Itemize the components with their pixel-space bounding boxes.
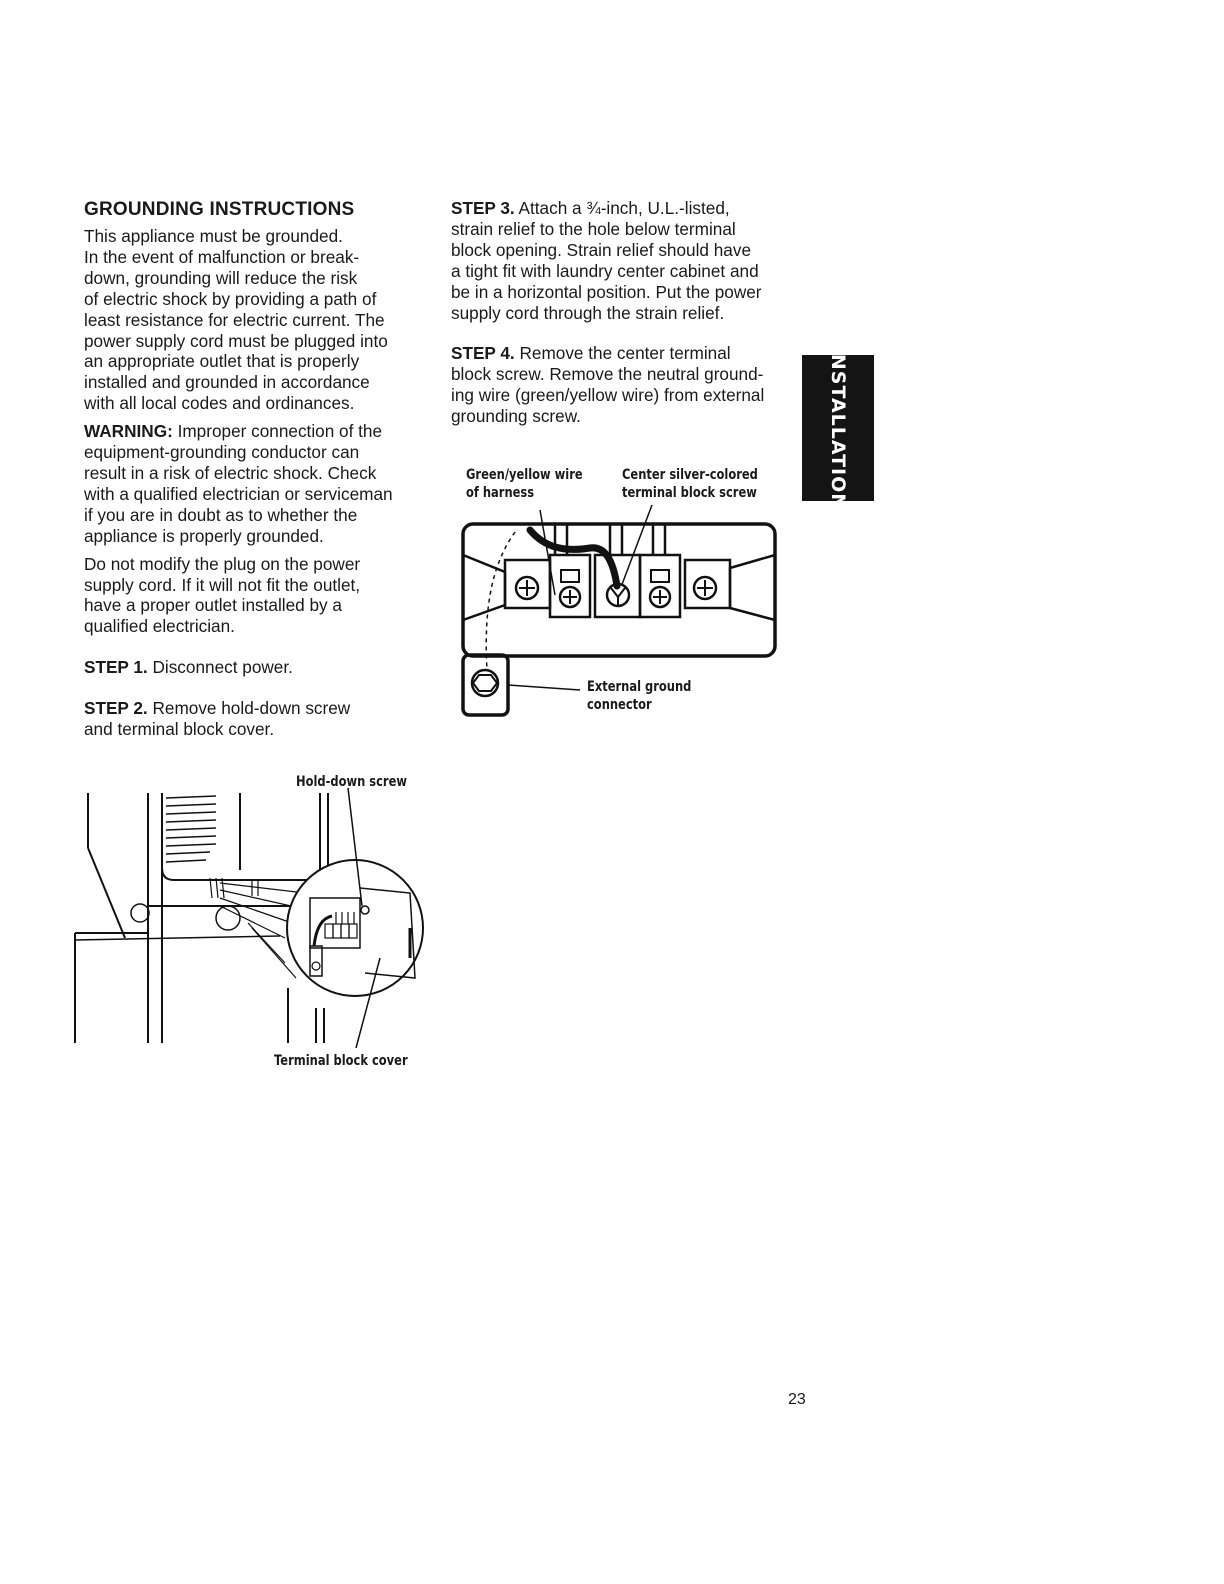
intro-line: power supply cord must be plugged into xyxy=(84,330,388,351)
warning-line: if you are in doubt as to whether the xyxy=(84,504,358,525)
intro-line: installed and grounded in accordance xyxy=(84,372,370,393)
warning-line: equipment-grounding conductor can xyxy=(84,442,360,463)
left-column xyxy=(84,198,434,747)
step-4-line: block screw. Remove the neutral ground- xyxy=(451,364,764,385)
intro-line: an appropriate outlet that is properly xyxy=(84,351,360,372)
warning-line: Improper connection of the xyxy=(172,421,383,442)
step-3-line: supply cord through the strain relief. xyxy=(451,302,725,323)
intro-line: least resistance for electric current. The xyxy=(84,309,385,330)
plug-line: Do not modify the plug on the power xyxy=(84,553,361,574)
step-3-label: STEP 3. xyxy=(451,198,515,218)
step-2-line: Remove hold-down screw xyxy=(147,698,351,719)
plug-line: supply cord. If it will not fit the outlet, xyxy=(84,574,361,595)
step-1-text: Disconnect power. xyxy=(147,657,293,678)
step-3-line: Attach a ¾-inch, U.L.-listed, xyxy=(514,198,730,218)
section-tab-label: INSTALLATION xyxy=(827,345,849,511)
warning-line: result in a risk of electric shock. Check xyxy=(84,462,377,483)
step-3-line: be in a horizontal position. Put the power xyxy=(451,281,762,302)
intro-line: of electric shock by providing a path of xyxy=(84,288,377,309)
step-4-label: STEP 4. xyxy=(451,343,515,364)
intro-line: down, grounding will reduce the risk xyxy=(84,267,358,288)
step-3-line: a tight fit with laundry center cabinet and xyxy=(451,260,759,281)
label-green-wire: Green/yellow wire of harness xyxy=(466,467,583,501)
warning-label: WARNING: xyxy=(84,421,173,442)
intro-line: This appliance must be grounded. xyxy=(84,226,343,246)
step-1-label: STEP 1. xyxy=(84,657,148,678)
intro-line: In the event of malfunction or break- xyxy=(84,246,360,267)
step-1 xyxy=(84,657,434,678)
label-hold-down-screw: Hold-down screw xyxy=(296,774,407,790)
step-2-label: STEP 2. xyxy=(84,698,148,719)
warning-line: with a qualified electrician or serviceman xyxy=(84,483,393,504)
warning-paragraph xyxy=(84,421,434,546)
step-4-line: grounding screw. xyxy=(451,406,581,427)
cabinet-diagram xyxy=(70,788,440,1048)
step-3-line: block opening. Strain relief should have xyxy=(451,239,752,260)
step-4-line: Remove the center terminal xyxy=(514,343,731,364)
label-center-screw: Center silver-colored terminal block screw xyxy=(622,467,758,501)
plug-paragraph xyxy=(84,554,434,638)
step-3 xyxy=(451,198,801,323)
step-4 xyxy=(451,343,801,427)
step-2-line: and terminal block cover. xyxy=(84,719,275,740)
step-2 xyxy=(84,698,434,740)
warning-line: appliance is properly grounded. xyxy=(84,525,324,546)
step-3-line: strain relief to the hole below terminal xyxy=(451,218,736,239)
page-number: 23 xyxy=(788,1391,806,1408)
terminal-block-diagram xyxy=(455,500,785,720)
plug-line: qualified electrician. xyxy=(84,616,235,637)
right-column xyxy=(451,198,801,434)
label-external-ground: External ground connector xyxy=(587,679,692,713)
section-heading: GROUNDING INSTRUCTIONS xyxy=(84,199,355,220)
intro-line: with all local codes and ordinances. xyxy=(84,393,355,414)
label-terminal-block-cover: Terminal block cover xyxy=(274,1053,408,1069)
intro-paragraph xyxy=(84,226,434,414)
step-4-line: ing wire (green/yellow wire) from external xyxy=(451,385,765,406)
plug-line: have a proper outlet installed by a xyxy=(84,595,342,616)
section-tab xyxy=(802,345,874,511)
